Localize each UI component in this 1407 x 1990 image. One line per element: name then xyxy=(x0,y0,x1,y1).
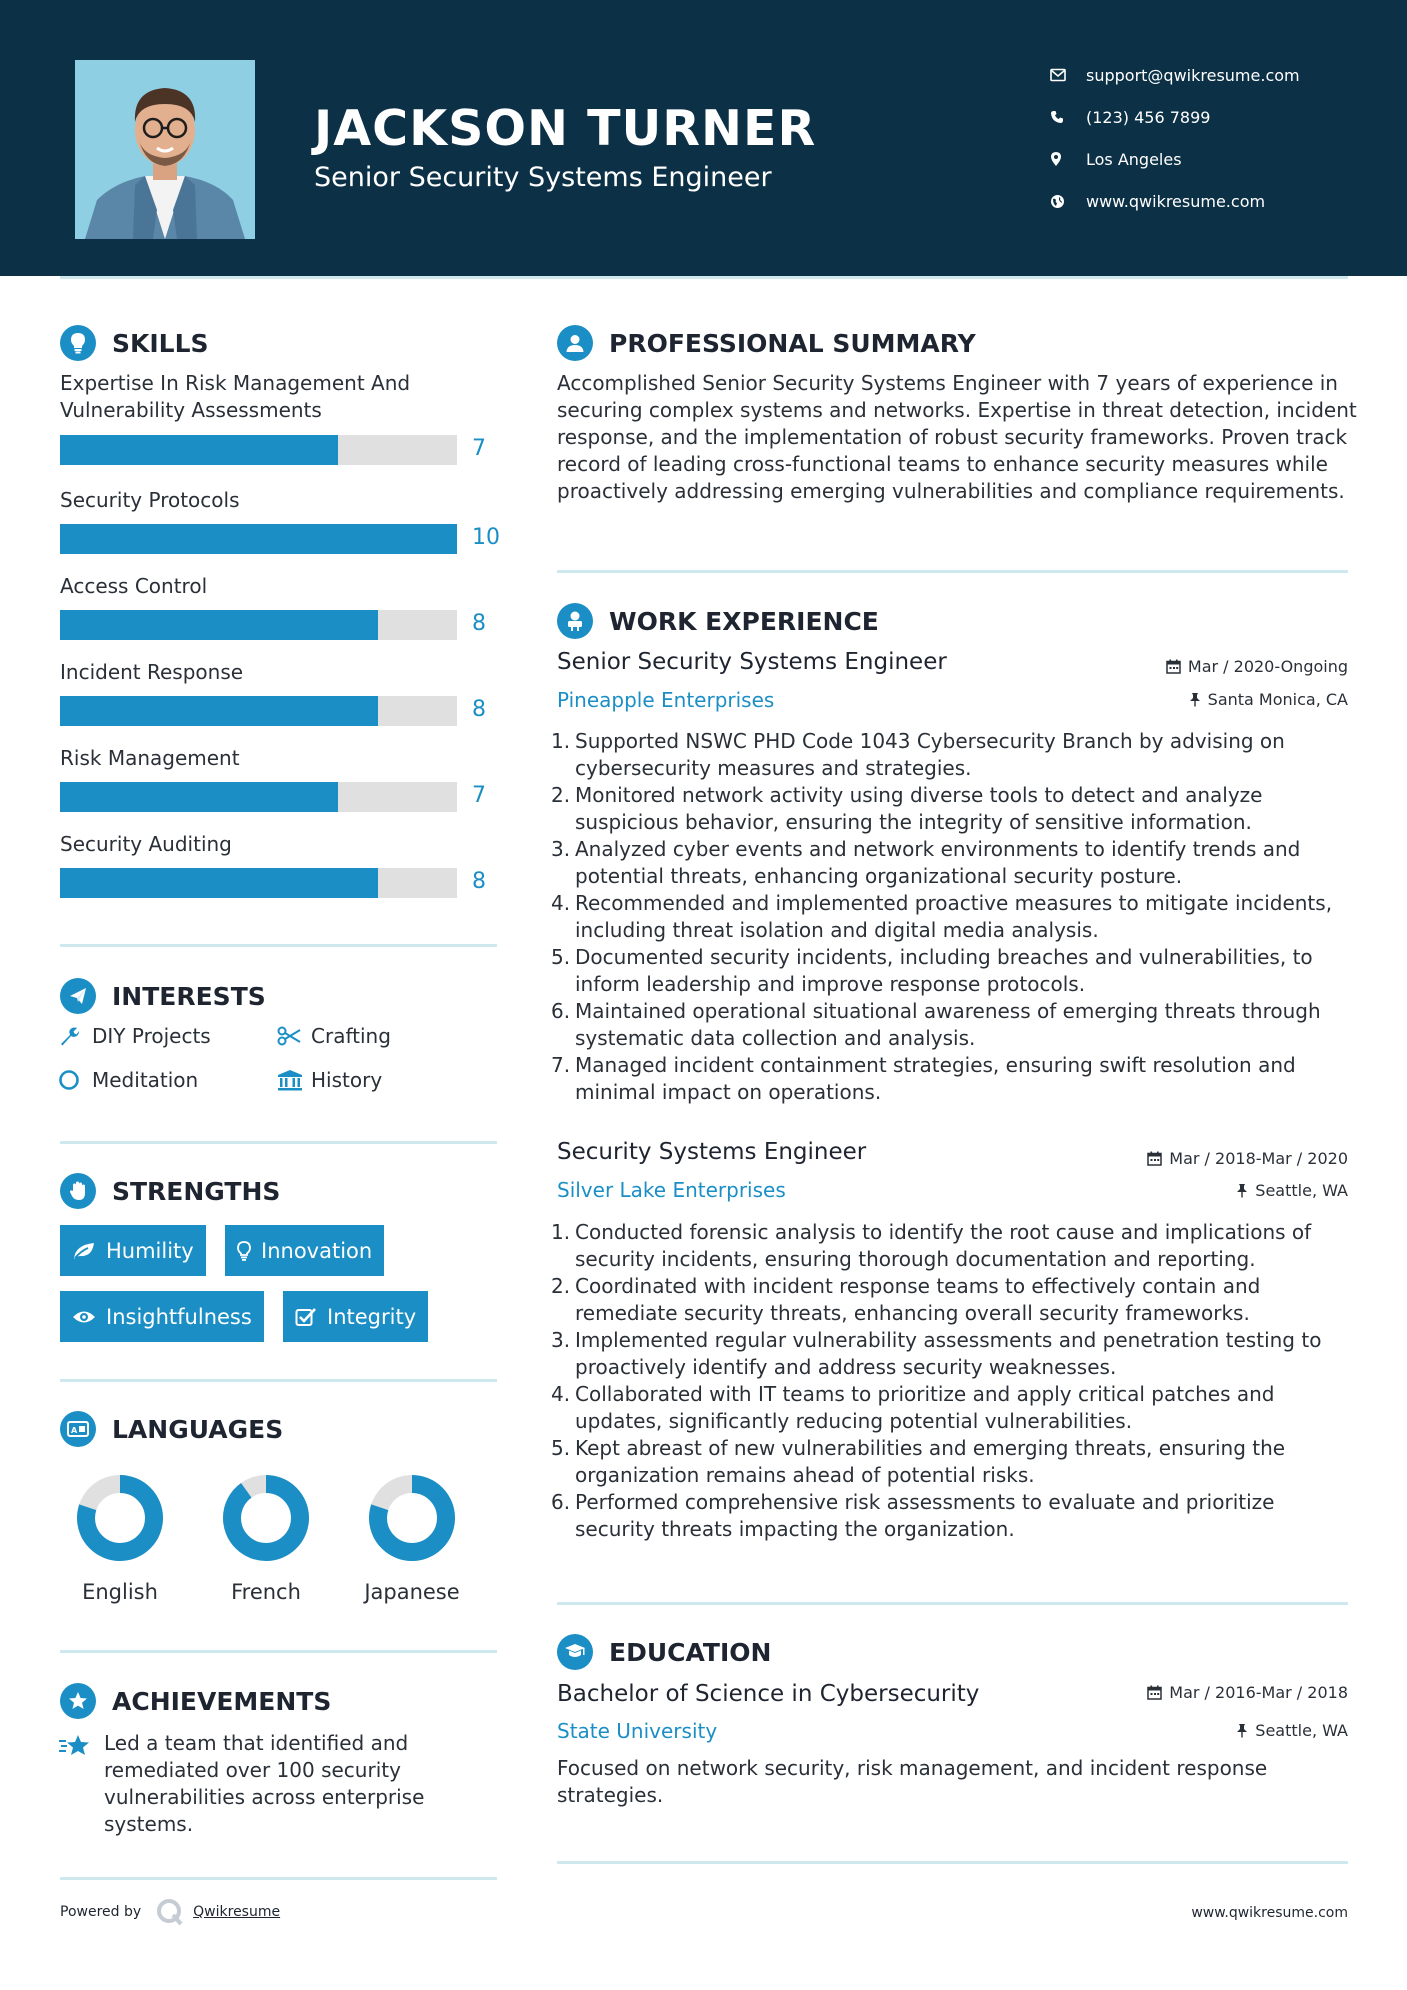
job-bullet: 3. Implemented regular vulnerability assessments and penetration testing to proactively identify and address security weaknesses. xyxy=(551,1328,1322,1379)
skill-name: Risk Management xyxy=(60,746,240,770)
section-divider xyxy=(60,1141,497,1144)
education-school: State University xyxy=(557,1719,718,1743)
job-location xyxy=(1189,690,1348,709)
section-divider xyxy=(60,1650,497,1653)
skill-level: 8 xyxy=(472,869,486,894)
language-item xyxy=(196,1474,336,1604)
skill-bar xyxy=(60,435,457,465)
job-bullet: 6. Performed comprehensive risk assessments to evaluate and prioritize security threats impacting the organization. xyxy=(551,1490,1275,1541)
section-divider xyxy=(60,1877,497,1880)
scissors-icon xyxy=(277,1026,305,1046)
pushpin-icon xyxy=(1236,1723,1248,1738)
job-bullet-list xyxy=(551,1219,1357,1543)
contact-phone[interactable] xyxy=(1050,96,1300,138)
skill-item xyxy=(60,370,500,487)
language-donut xyxy=(222,1474,310,1562)
education-description: Focused on network security, risk management, and incident response strategies. xyxy=(557,1756,1268,1807)
candidate-name: JACKSON TURNER xyxy=(314,100,817,157)
section-divider xyxy=(557,1861,1348,1864)
strength-label: Innovation xyxy=(261,1238,373,1263)
skill-level: 8 xyxy=(472,697,486,722)
job-bullet: 5. Documented security incidents, including breaches and vulnerabilities, to inform leadership and improve response protocols. xyxy=(551,945,1313,996)
job-location-text: Seattle, WA xyxy=(1255,1181,1348,1200)
language-name: French xyxy=(231,1580,301,1604)
achievements-heading-label: ACHIEVEMENTS xyxy=(112,1686,332,1716)
strength-chip xyxy=(225,1225,384,1276)
skill-bar-fill xyxy=(60,610,378,640)
summary-heading-label: PROFESSIONAL SUMMARY xyxy=(609,328,976,358)
education-degree: Bachelor of Science in Cybersecurity xyxy=(557,1681,980,1707)
footer-branding xyxy=(60,1897,280,1927)
profile-photo xyxy=(75,60,255,239)
footer-website[interactable]: www.qwikresume.com xyxy=(1191,1905,1348,1921)
experience-heading-label: WORK EXPERIENCE xyxy=(609,606,879,636)
language-item xyxy=(50,1474,190,1604)
eye-icon xyxy=(72,1309,96,1325)
skills-heading-label: SKILLS xyxy=(112,328,209,358)
education-location-text: Seattle, WA xyxy=(1255,1721,1348,1740)
candidate-title: Senior Security Systems Engineer xyxy=(314,162,772,193)
qwikresume-link[interactable]: Qwikresume xyxy=(193,1904,281,1920)
strength-chip xyxy=(60,1225,206,1276)
skill-bar xyxy=(60,610,457,640)
skills-heading xyxy=(60,325,209,361)
pushpin-icon xyxy=(1236,1183,1248,1198)
contact-email[interactable] xyxy=(1050,54,1300,96)
skill-name: Incident Response xyxy=(60,660,244,684)
language-icon xyxy=(60,1411,96,1447)
contact-website[interactable] xyxy=(1050,180,1300,222)
briefcase-user-icon xyxy=(557,603,593,639)
skill-item xyxy=(60,573,500,659)
skill-bar-fill xyxy=(60,696,378,726)
job-bullet: 2. Coordinated with incident response teams to effectively contain and remediate security threats, enhancing overall security frameworks. xyxy=(551,1274,1261,1325)
job-bullet: 3. Analyzed cyber events and network environments to identify trends and potential threats, enhancing organizational security posture. xyxy=(551,837,1301,888)
skill-bar-fill xyxy=(60,435,338,465)
hand-icon xyxy=(60,1173,96,1209)
job-title: Senior Security Systems Engineer xyxy=(557,649,947,675)
contact-phone-text: (123) 456 7899 xyxy=(1086,107,1211,127)
paper-plane-icon xyxy=(60,978,96,1014)
achievement-item: Led a team that identified and remediated over 100 security vulnerabilities across enterprise systems. xyxy=(104,1731,425,1836)
education-dates xyxy=(1147,1683,1348,1702)
strength-label: Insightfulness xyxy=(106,1304,252,1329)
skill-name: Security Protocols xyxy=(60,488,240,512)
skill-level: 10 xyxy=(472,525,500,550)
user-icon xyxy=(557,325,593,361)
section-divider xyxy=(60,1379,497,1382)
skill-item xyxy=(60,659,500,745)
interest-label: History xyxy=(311,1068,383,1092)
contact-list xyxy=(1050,54,1300,222)
job-dates-text: Mar / 2018-Mar / 2020 xyxy=(1169,1149,1348,1168)
lightbulb-icon xyxy=(237,1241,251,1261)
strength-label: Integrity xyxy=(327,1304,417,1329)
interests-heading-label: INTERESTS xyxy=(112,981,266,1011)
section-divider xyxy=(557,570,1348,573)
job-dates xyxy=(1147,1149,1348,1168)
job-company: Silver Lake Enterprises xyxy=(557,1178,786,1202)
job-bullet: 2. Monitored network activity using diverse tools to detect and analyze suspicious behavior, ensuring the integrity of sensitive information. xyxy=(551,783,1263,834)
phone-icon xyxy=(1050,104,1076,130)
skill-bar-fill xyxy=(60,868,378,898)
job-bullet-list xyxy=(551,728,1357,1106)
interest-item xyxy=(58,1068,198,1092)
interest-label: Meditation xyxy=(92,1068,199,1092)
strength-label: Humility xyxy=(106,1238,194,1263)
wrench-icon xyxy=(58,1025,86,1047)
experience-heading xyxy=(557,603,879,639)
skill-name: Expertise In Risk Management And Vulnerability Assessments xyxy=(60,371,411,422)
stars-icon xyxy=(58,1733,92,1763)
strengths-heading xyxy=(60,1173,280,1209)
globe-icon xyxy=(1050,188,1076,214)
job-location xyxy=(1236,1181,1348,1200)
achievements-heading xyxy=(60,1683,331,1719)
calendar-icon xyxy=(1147,1685,1162,1700)
powered-by-text: Powered by xyxy=(60,1904,142,1920)
calendar-icon xyxy=(1147,1151,1162,1166)
strength-chip xyxy=(60,1291,264,1342)
skill-level: 8 xyxy=(472,611,486,636)
institution-icon xyxy=(277,1069,305,1091)
skill-bar-fill xyxy=(60,524,457,554)
job-location-text: Santa Monica, CA xyxy=(1207,690,1348,709)
leaf-icon xyxy=(72,1241,96,1261)
job-dates xyxy=(1166,657,1348,676)
languages-heading-label: LANGUAGES xyxy=(112,1414,284,1444)
language-name: English xyxy=(82,1580,158,1604)
summary-text: Accomplished Senior Security Systems Engineer with 7 years of experience in securing complex systems and networks. Expertise in threat detection, incident response, and the implementation of robust security frameworks. Proven track record of leading cross-functional teams to enhance security measures while proactively addressing emerging vulnerabilities and compliance requirements. xyxy=(557,371,1357,503)
header-divider xyxy=(60,276,1348,279)
job-bullet: 4. Collaborated with IT teams to prioritize and apply critical patches and updates, significantly reducing potential vulnerabilities. xyxy=(551,1382,1275,1433)
section-divider xyxy=(557,1602,1348,1605)
summary-heading xyxy=(557,325,976,361)
strengths-heading-label: STRENGTHS xyxy=(112,1176,281,1206)
job-bullet: 5. Kept abreast of new vulnerabilities and emerging threats, ensuring the organization remains ahead of potential risks. xyxy=(551,1436,1286,1487)
job-bullet: 1. Supported NSWC PHD Code 1043 Cybersecurity Branch by advising on cybersecurity measures and strategies. xyxy=(551,729,1285,780)
resume-header xyxy=(0,0,1407,276)
skill-bar xyxy=(60,868,457,898)
contact-website-text: www.qwikresume.com xyxy=(1086,191,1266,211)
interest-label: DIY Projects xyxy=(92,1024,211,1048)
education-heading-label: EDUCATION xyxy=(609,1637,772,1667)
circle-icon xyxy=(58,1069,86,1091)
job-bullet: 6. Maintained operational situational awareness of emerging threats through systematic data collection and analysis. xyxy=(551,999,1321,1050)
skill-item xyxy=(60,487,500,573)
star-badge-icon xyxy=(60,1683,96,1719)
skill-name: Access Control xyxy=(60,574,208,598)
envelope-icon xyxy=(1050,62,1076,88)
job-bullet: 4. Recommended and implemented proactive measures to mitigate incidents, including threat isolation and digital media analysis. xyxy=(551,891,1333,942)
pushpin-icon xyxy=(1189,692,1201,707)
job-company: Pineapple Enterprises xyxy=(557,688,775,712)
strength-chip xyxy=(283,1291,428,1342)
language-item xyxy=(342,1474,482,1604)
contact-email-text: support@qwikresume.com xyxy=(1086,65,1300,85)
interest-item xyxy=(277,1068,382,1092)
svg-text:A: A xyxy=(71,1426,78,1435)
calendar-icon xyxy=(1166,659,1181,674)
interest-label: Crafting xyxy=(311,1024,391,1048)
contact-location-text: Los Angeles xyxy=(1086,149,1182,169)
skill-level: 7 xyxy=(472,436,486,461)
section-divider xyxy=(60,944,497,947)
job-bullet: 1. Conducted forensic analysis to identify the root cause and implications of security incidents, ensuring thorough documentation and reporting. xyxy=(551,1220,1312,1271)
interest-item xyxy=(277,1024,391,1048)
education-location xyxy=(1236,1721,1348,1740)
interest-item xyxy=(58,1024,211,1048)
skills-list xyxy=(60,370,500,917)
language-name: Japanese xyxy=(364,1580,460,1604)
contact-location xyxy=(1050,138,1300,180)
skill-name: Security Auditing xyxy=(60,832,232,856)
skill-item xyxy=(60,745,500,831)
education-dates-text: Mar / 2016-Mar / 2018 xyxy=(1169,1683,1348,1702)
lightbulb-icon xyxy=(60,325,96,361)
check-square-icon xyxy=(295,1307,317,1327)
qwikresume-logo-icon xyxy=(155,1897,185,1927)
job-dates-text: Mar / 2020-Ongoing xyxy=(1187,657,1348,676)
job-title: Security Systems Engineer xyxy=(557,1139,867,1165)
map-marker-icon xyxy=(1050,146,1076,172)
languages-heading xyxy=(60,1411,283,1447)
skill-bar xyxy=(60,524,457,554)
interests-heading xyxy=(60,978,266,1014)
language-donut xyxy=(76,1474,164,1562)
skill-item xyxy=(60,831,500,917)
skill-level: 7 xyxy=(472,783,486,808)
skill-bar xyxy=(60,782,457,812)
graduation-icon xyxy=(557,1634,593,1670)
education-heading xyxy=(557,1634,771,1670)
language-donut xyxy=(368,1474,456,1562)
job-bullet: 7. Managed incident containment strategies, ensuring swift resolution and minimal impact on operations. xyxy=(551,1053,1296,1104)
skill-bar xyxy=(60,696,457,726)
skill-bar-fill xyxy=(60,782,338,812)
